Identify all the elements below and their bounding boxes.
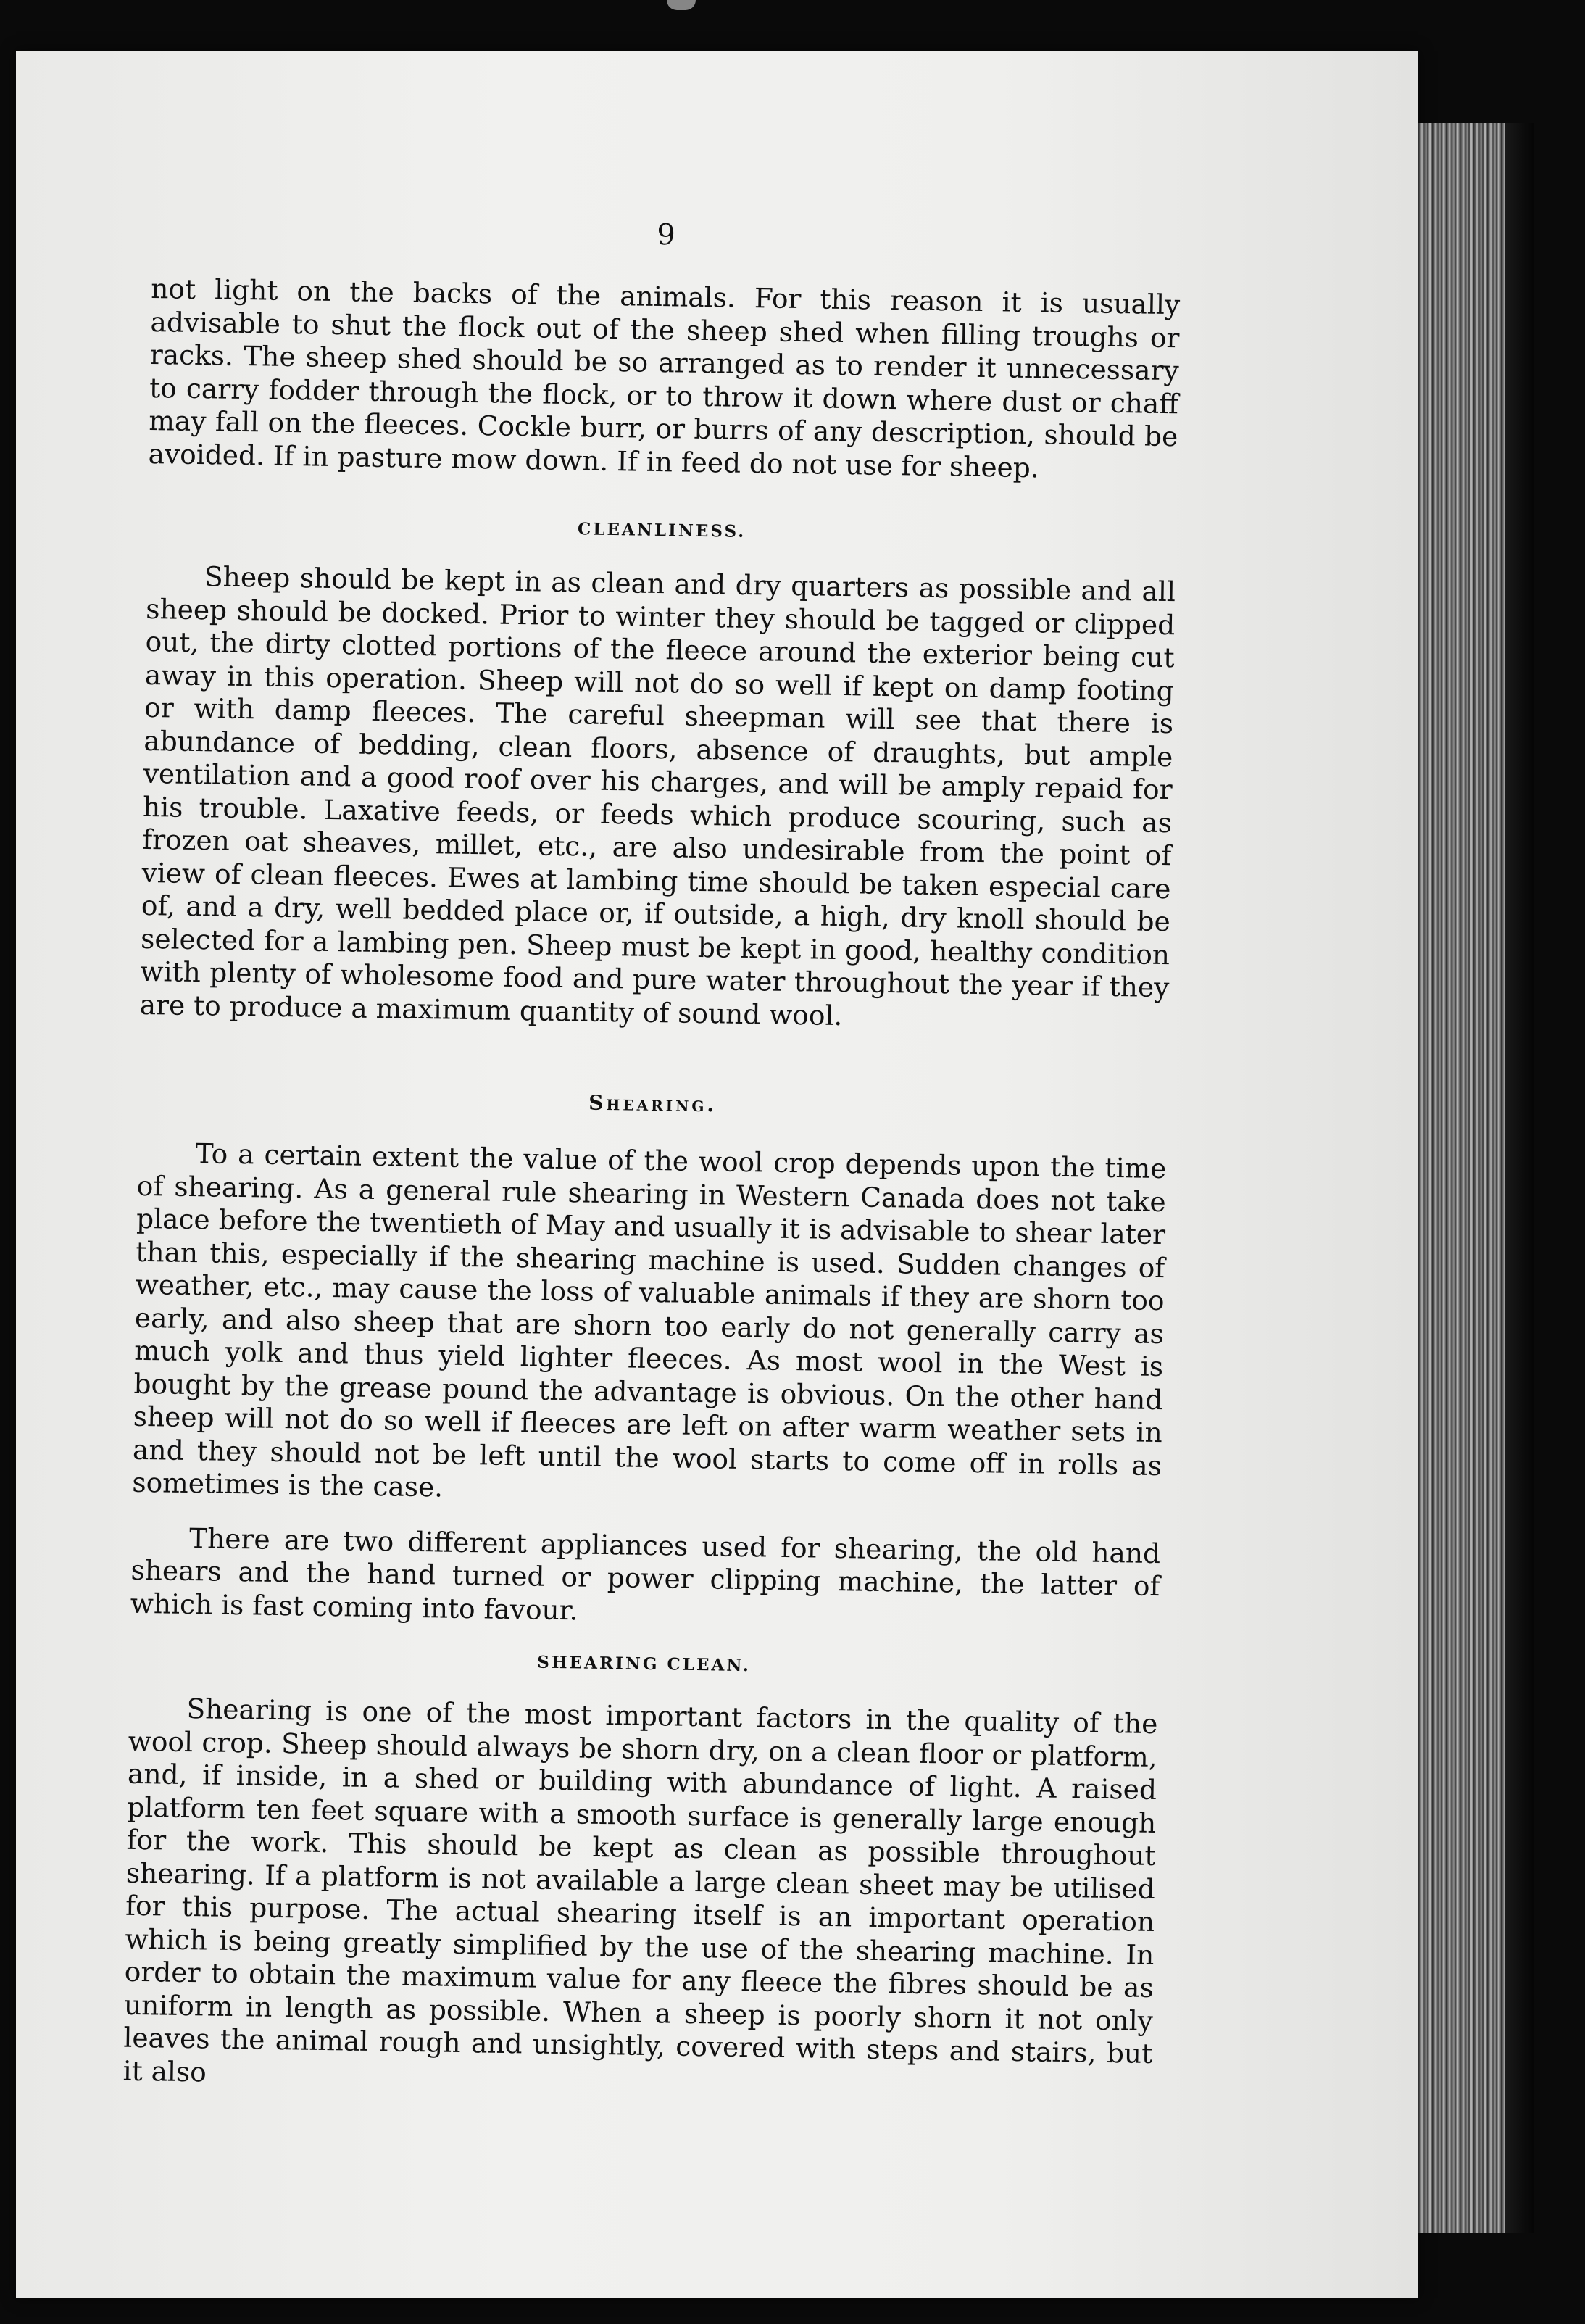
heading-cleanliness: CLEANLINESS. bbox=[577, 519, 746, 541]
page-text bbox=[122, 210, 1181, 2104]
paragraph-continued: not light on the backs of the animals. For this reason it is usually advisable to shut the flock out of the sheep shed when filling troughs or racks. The sheep shed should be so arranged as to render it unnecessary to carry fodder through the flock, or to throw it down where dust or chaff may fall on the fleeces. Cockle burr, or burrs of any description, should be avoided. If in pasture mow down. If in feed do not use for sheep. bbox=[148, 272, 1181, 484]
paragraph-shearing-appliances: There are two different appliances used for shearing, the old hand shears and the hand turned or power clipping machine, the latter of which is fast coming into favour. bbox=[130, 1522, 1161, 1626]
paragraph-cleanliness: Sheep should be kept in as clean and dry quarters as possible and all sheep should be docked. Prior to winter they should be tagged or clipped out, the dirty clotted portions of the fleece around the exterior being cut away in this operation. Sheep will not do so well if kept on damp footing or with damp fleeces. The careful sheepman will see that there is abundance of bedding, clean floors, absence of draughts, but ample ventilation and a good roof over his charges, and will be amply repaid for his trouble. Laxative feeds, or feeds which produce scouring, such as frozen oat sheaves, millet, etc., are also undesirable from the point of view of clean fleeces. Ewes at lambing time should be taken especial care of, and a dry, well bedded place or, if outside, a high, dry knoll should be selected for a lambing pen. Sheep must be kept in good, healthy condition with plenty of wholesome food and pure water throughout the year if they are to produce a maximum quantity of sound wool. bbox=[139, 560, 1176, 1032]
heading-shearing: Shearing. bbox=[588, 1090, 717, 1117]
page-edges bbox=[1418, 123, 1505, 2233]
paragraph-shearing-clean: Shearing is one of the most important factors in the quality of the wool crop. Sheep should always be shorn dry, on a clean floor or platform, and, if inside, in a shed or building with abundance of light. A raised platform ten feet square with a smooth surface is generally large enough for the work. This should be kept as clean as possible throughout shearing. If a platform is not available a large clean sheet may be utilised for this purpose. The actual shearing itself is an important operation which is being greatly simplified by the use of the shearing machine. In order to obtain the maximum value for any fleece the fibres should be as uniform in length as possible. When a sheep is poorly shorn it not only leaves the animal rough and unsightly, covered with steps and stairs, but it also bbox=[122, 1693, 1158, 2088]
page-number: 9 bbox=[656, 217, 677, 252]
heading-shearing-clean: SHEARING CLEAN. bbox=[537, 1652, 752, 1676]
paragraph-shearing-time: To a certain extent the value of the wool crop depends upon the time of shearing. As a general rule shearing in Western Canada does not take place before the twentieth of May and usually it is advisable to shear later than this, especially if the shearing machine is used. Sudden changes of weather, etc., may cause the loss of valuable animals if they are shorn too early, and also sheep that are shorn too early do not generally carry as much yolk and thus yield lighter fleeces. As most wool in the West is bought by the grease pound the advantage is obvious. On the other hand sheep will not do so well if fleeces are left on after warm weather sets in and they should not be left until the wool starts to come off in rolls as sometimes is the case. bbox=[132, 1137, 1167, 1503]
scan-speck bbox=[667, 0, 696, 10]
